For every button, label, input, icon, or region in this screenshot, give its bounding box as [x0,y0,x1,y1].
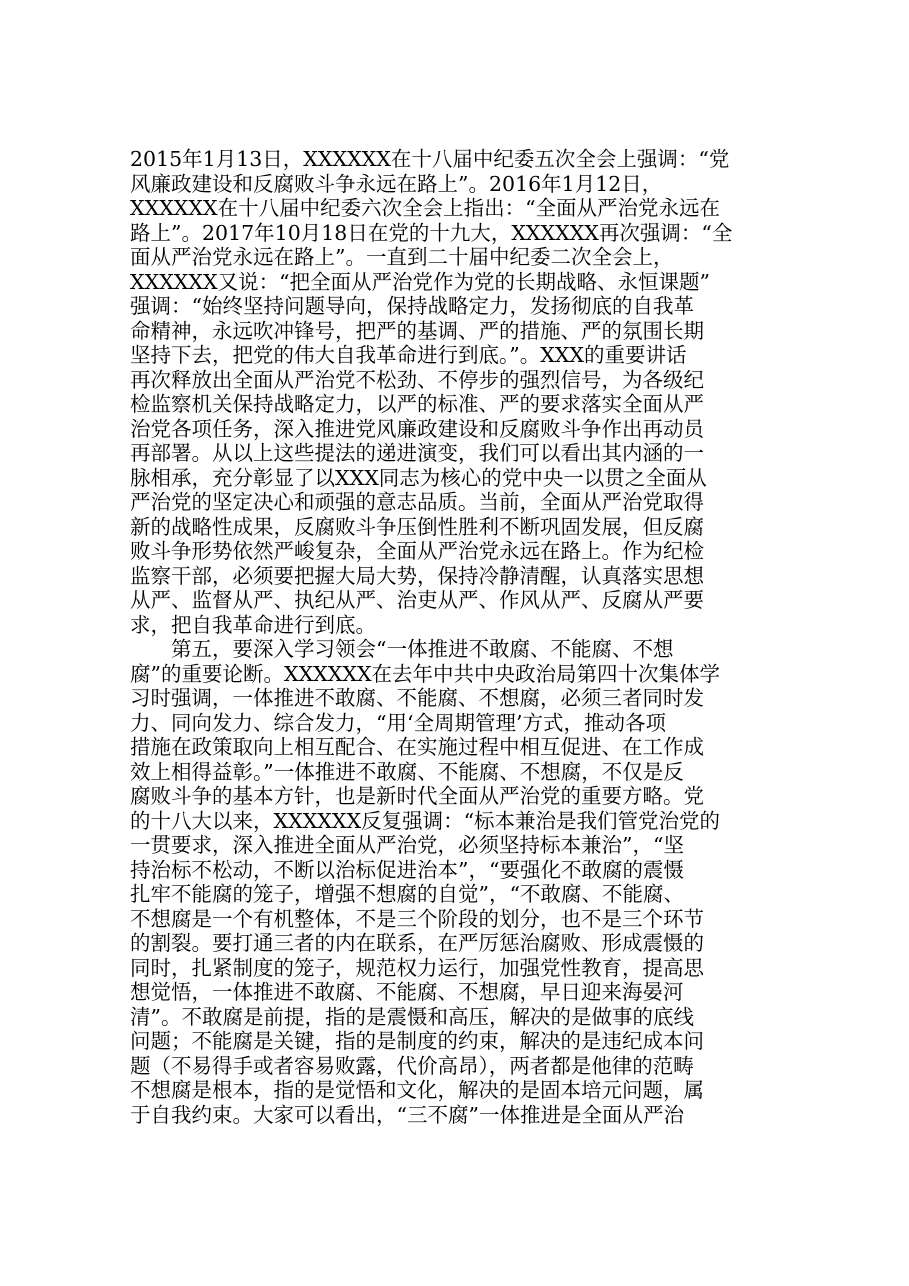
text-line: 监察干部，必须要把握大局大势，保持冷静清醒，认真落实思想 [130,563,704,588]
text-line: 习时强调，一体推进不敢腐、不能腐、不想腐，必须三者同时发 [130,686,704,710]
text-line: 再部署。从以上这些提法的递进演变，我们可以看出其内涵的一 [130,441,704,465]
text-line: 题（不易得手或者容易败露，代价高昂），两者都是他律的范畴 [130,1053,694,1078]
text-line: 腐”的重要论断。XXXXXX在去年中共中央政治局第四十次集体学 [130,661,721,686]
text-line: 力、同向发力、综合发力，“用‘全周期管理’方式，推动各项 [130,710,667,735]
text-line: 坚持下去，把党的伟大自我革命进行到底。”。XXX的重要讲话 [130,343,687,367]
text-line: 持治标不松动，不断以治标促进治本”，“要强化不敢腐的震慑 [130,857,684,882]
text-line: 路上”。2017年10月18日在党的十九大，XXXXXX再次强调：“全 [130,220,733,245]
text-line: 再次释放出全面从严治党不松劲、不停步的强烈信号，为各级纪 [130,367,704,392]
text-line: 不想腐是一个有机整体，不是三个阶段的划分，也不是三个环节 [130,906,704,931]
text-line: 风廉政建设和反腐败斗争永远在路上”。2016年1月12日， [130,171,663,196]
text-line: 一贯要求，深入推进全面从严治党，必须坚持标本兼治”，“坚 [130,833,684,857]
text-line: 于自我约束。大家可以看出，“三不腐”一体推进是全面从严治 [130,1102,684,1127]
text-line: 命精神，永远吹冲锋号，把严的基调、严的措施、严的氛围长期 [130,318,704,343]
text-line: 第五，要深入学习领会“一体推进不敢腐、不能腐、不想 [130,637,674,661]
text-line: 2015年1月13日，XXXXXX在十八届中纪委五次全会上强调：“党 [130,147,730,171]
text-line: 清”。不敢腐是前提，指的是震慑和高压，解决的是做事的底线 [130,1004,694,1029]
text-line: 治党各项任务，深入推进党风廉政建设和反腐败斗争作出再动员 [130,416,704,441]
text-line: 腐败斗争的基本方针，也是新时代全面从严治党的重要方略。党 [130,784,704,808]
document-body-text [130,147,820,1127]
text-line: 同时，扎紧制度的笼子，规范权力运行，加强党性教育，提高思 [130,955,704,980]
text-line: 求，把自我革命进行到底。 [130,612,376,637]
text-line: 严治党的坚定决心和顽强的意志品质。当前，全面从严治党取得 [130,490,704,514]
text-line: XXXXXX又说：“把全面从严治党作为党的长期战略、永恒课题” [130,269,711,294]
text-line: 问题；不能腐是关键，指的是制度的约束，解决的是违纪成本问 [130,1029,704,1053]
text-line: 检监察机关保持战略定力，以严的标准、严的要求落实全面从严 [130,392,704,416]
text-line: 败斗争形势依然严峻复杂，全面从严治党永远在路上。作为纪检 [130,539,704,563]
text-line: 想觉悟，一体推进不敢腐、不能腐、不想腐，早日迎来海晏河 [130,980,684,1004]
text-line: 新的战略性成果，反腐败斗争压倒性胜利不断巩固发展，但反腐 [130,514,704,539]
text-line: 不想腐是根本，指的是觉悟和文化，解决的是固本培元问题，属 [130,1078,704,1102]
text-line: 效上相得益彰。”一体推进不敢腐、不能腐、不想腐，不仅是反 [130,759,684,784]
text-line: 从严、监督从严、执纪从严、治吏从严、作风从严、反腐从严要 [130,588,704,612]
text-line: XXXXXX在十八届中纪委六次全会上指出：“全面从严治党永远在 [130,196,721,220]
text-line: 措施在政策取向上相互配合、在实施过程中相互促进、在工作成 [130,735,704,759]
text-line: 面从严治党永远在路上”。一直到二十届中纪委二次全会上， [130,245,674,269]
text-line: 强调：“始终坚持问题导向，保持战略定力，发扬彻底的自我革 [130,294,694,318]
text-line: 扎牢不能腐的笼子，增强不想腐的自觉”，“不敢腐、不能腐、 [130,882,684,906]
text-line: 的割裂。要打通三者的内在联系，在严厉惩治腐败、形成震慑的 [130,931,704,955]
text-line: 脉相承，充分彰显了以XXX同志为核心的党中央一以贯之全面从 [130,465,707,490]
text-line: 的十八大以来，XXXXXX反复强调：“标本兼治是我们管党治党的 [130,808,721,833]
